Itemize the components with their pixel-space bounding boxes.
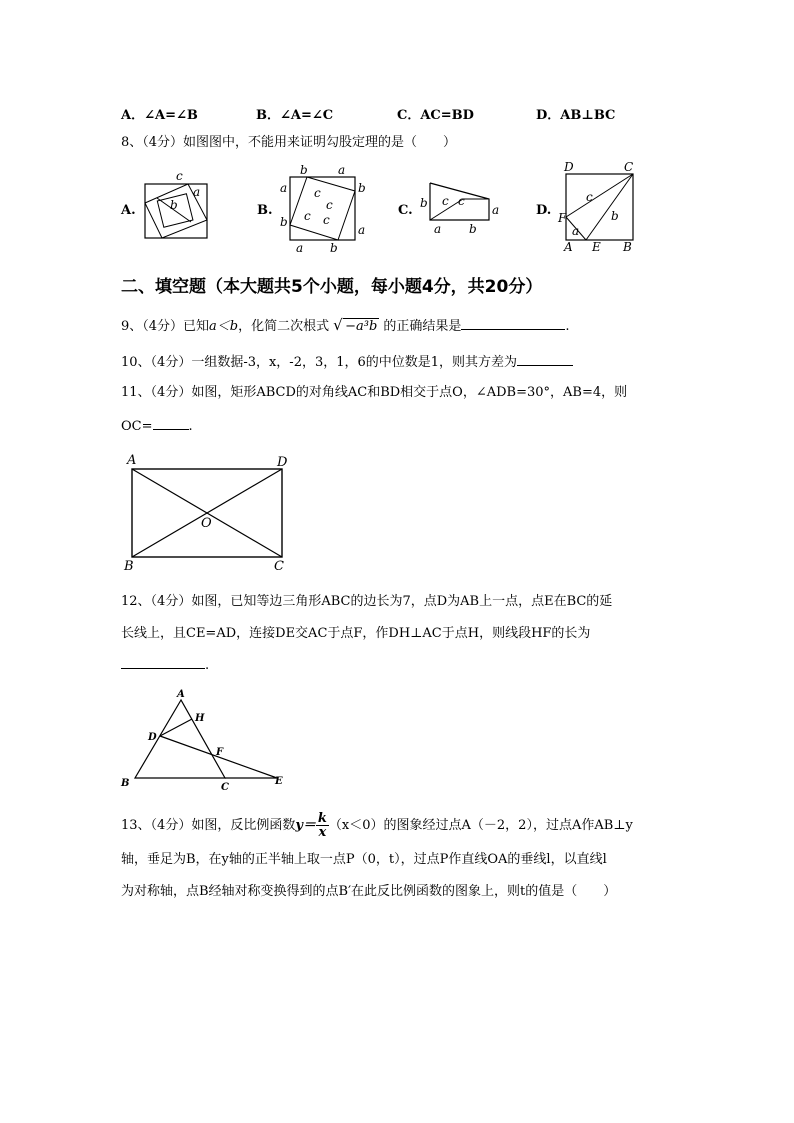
fig-a-label-b: b (170, 198, 178, 212)
q9-end: . (565, 319, 570, 334)
q7-option-d: D．AB⊥BC (536, 108, 616, 123)
fig-a-label-c: c (176, 169, 183, 183)
q8-figure-c (414, 175, 510, 239)
fig-d-label-B: B (623, 240, 632, 254)
q12-line2: 长线上，且CE=AD，连接DE交AC于点F，作DH⊥AC于点H，则线段HF的长为 (121, 626, 591, 641)
fig-b-label-c3: c (304, 209, 311, 223)
fig-c-label-a1: a (492, 203, 500, 217)
fig-d-label-F: F (558, 211, 567, 225)
q12-figure-triangle (115, 685, 295, 795)
q12-end: . (205, 658, 210, 673)
q13-line1 (121, 808, 633, 844)
q11-answer-blank[interactable] (153, 417, 189, 430)
q12-label-F: F (216, 747, 224, 758)
q8-figure-d (556, 160, 640, 254)
fig-c-label-a2: a (434, 222, 442, 236)
q12-label-D: D (148, 732, 157, 743)
fig-b-label-a3: a (358, 223, 366, 237)
fig-b-label-b3: b (280, 215, 288, 229)
q8-option-c-label: C. (398, 203, 413, 218)
q8-figure-a (140, 166, 212, 242)
fig-d-label-A: A (564, 240, 573, 254)
q12-label-C: C (221, 782, 229, 793)
q12-answer-blank[interactable] (121, 656, 205, 669)
q13-fraction (316, 812, 329, 839)
fig-d-label-c: c (586, 190, 593, 204)
q7-option-b: B．∠A=∠C (256, 108, 334, 123)
q11-label-A: A (127, 453, 137, 468)
q9-post: 的正确结果是 (383, 319, 462, 334)
fig-b-label-a1: a (338, 163, 346, 177)
fig-b-label-b2: b (358, 181, 366, 195)
q9-radical: √ −a³b (333, 316, 378, 334)
q10-text (121, 353, 573, 371)
q13-line3: 为对称轴，点B经轴对称变换得到的点B′在此反比例函数的图象上，则t的值是（ ） (121, 884, 617, 899)
fig-d-label-E: E (592, 240, 601, 254)
q8-stem: 8、（4分）如图图中，不能用来证明勾股定理的是（ ） (121, 135, 457, 150)
q12-line3 (121, 656, 209, 674)
q8-figure-b (276, 162, 368, 254)
q9-mid: ，化简二次根式 (238, 319, 330, 334)
q13-frac-denominator: x (318, 825, 327, 840)
q8-option-a-label: A. (121, 203, 136, 218)
fig-c-label-b2: b (469, 222, 477, 236)
fig-d-label-b: b (611, 209, 619, 223)
q9-answer-blank[interactable] (461, 317, 565, 330)
q8-option-d-label: D. (536, 203, 552, 218)
q11-end: . (188, 419, 193, 434)
q7-option-a: A．∠A=∠B (121, 108, 198, 123)
q13-frac-numerator: k (317, 811, 327, 826)
fig-b-label-a4: a (296, 241, 304, 254)
q11-line2 (121, 417, 193, 435)
q9-condition: a＜b (209, 319, 239, 334)
fig-d-label-a: a (572, 224, 580, 238)
fig-b-label-c4: c (323, 213, 330, 227)
q11-label-B: B (124, 559, 134, 574)
fig-d-label-D: D (564, 160, 574, 174)
section-heading: 二、填空题（本大题共5个小题，每小题4分，共20分） (121, 277, 543, 297)
q11-label-O: O (201, 516, 212, 531)
q11-label-C: C (274, 559, 284, 574)
q12-label-A: A (177, 689, 185, 700)
q11-figure-rectangle (120, 450, 300, 576)
q11-label-D: D (277, 455, 288, 470)
fig-a-label-a: a (193, 185, 201, 199)
q13-func-y: y＝ (295, 818, 316, 833)
q9-text (121, 317, 569, 335)
q12-label-H: H (195, 713, 205, 724)
q9-radicand: −a³b (345, 319, 378, 334)
fig-b-label-b1: b (300, 163, 308, 177)
fig-c-label-c1: c (442, 194, 449, 208)
q10-answer-blank[interactable] (517, 353, 573, 366)
fig-d-label-C: C (624, 160, 634, 174)
fig-b-label-b4: b (330, 241, 338, 254)
q12-line1: 12、（4分）如图，已知等边三角形ABC的边长为7，点D为AB上一点，点E在BC的延 (121, 594, 613, 609)
q9-pre: 9、（4分）已知 (121, 319, 210, 334)
q13-line2: 轴，垂足为B，在y轴的正半轴上取一点P（0，t），过点P作直线OA的垂线l，以直线l (121, 852, 607, 867)
q7-option-c: C．AC=BD (397, 108, 474, 123)
q11-line1: 11、（4分）如图，矩形ABCD的对角线AC和BD相交于点O，∠ADB=30°，AB=4，则 (121, 385, 628, 400)
fig-b-label-a2: a (280, 181, 288, 195)
fig-c-label-b1: b (420, 196, 428, 210)
q13-post: （x＜0）的图象经过点A（－2，2），过点A作AB⊥y (328, 818, 633, 833)
q12-label-B: B (121, 778, 130, 789)
fig-b-label-c1: c (314, 186, 321, 200)
fig-b-label-c2: c (326, 198, 333, 212)
q13-pre: 13、（4分）如图，反比例函数 (121, 818, 296, 833)
q10-stem: 10、（4分）一组数据-3，x，-2，3，1，6的中位数是1，则其方差为 (121, 355, 518, 370)
q12-label-E: E (275, 776, 283, 787)
fig-c-label-c2: c (458, 194, 465, 208)
q11-oc-label: OC= (121, 419, 153, 434)
q8-option-b-label: B. (257, 203, 273, 218)
